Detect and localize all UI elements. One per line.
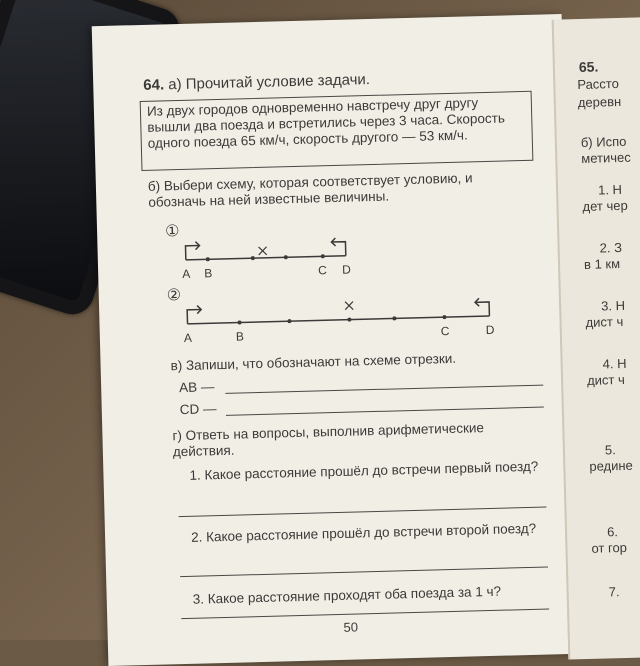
- right-line: метичес: [581, 149, 631, 166]
- scheme-2-meeting-cross-icon: [345, 302, 353, 310]
- scheme-1-point: [284, 255, 288, 259]
- part-v-instruction: в) Запиши, что обозначают на схеме отрезки.: [170, 350, 457, 374]
- right-line: 7.: [608, 584, 620, 600]
- right-line: в 1 км: [583, 256, 621, 272]
- part-b-instruction: б) Выбери схему, которая соответствует условию, и обозначь на ней известные величины.: [147, 170, 473, 210]
- question-1-answer-line[interactable]: [179, 507, 547, 518]
- right-line: 5.: [604, 442, 616, 458]
- right-line: 6.: [606, 524, 619, 540]
- question-3-answer-line[interactable]: [181, 608, 549, 619]
- task-instruction: а) Прочитай условие задачи.: [168, 70, 371, 94]
- part-g-instruction: г) Ответь на вопросы, выполнив арифметические действия.: [172, 420, 485, 460]
- segment-ab-label: AB —: [178, 379, 215, 396]
- task-number: 64.: [143, 76, 165, 94]
- scheme-2-point: [442, 315, 446, 319]
- right-line: Рассто: [577, 75, 620, 93]
- right-line: б) Испо: [580, 133, 627, 150]
- scheme-1-point: [321, 254, 325, 258]
- scheme-2-label-c: C: [440, 324, 450, 339]
- right-line: дист ч: [586, 371, 625, 388]
- task-64-title: [143, 71, 370, 94]
- question-1: 1. Какое расстояние прошёл до встречи первый поезд?: [189, 458, 539, 483]
- question-2-answer-line[interactable]: [180, 567, 548, 578]
- scheme-2-label-d: D: [485, 322, 495, 338]
- question-3: 3. Какое расстояние проходят оба поезда за 1 ч?: [192, 583, 502, 607]
- scheme-1-label-d: D: [341, 262, 352, 277]
- scheme-2: [158, 270, 560, 350]
- scheme-2-point: [287, 319, 291, 323]
- right-line: 4. Н: [602, 355, 627, 372]
- scheme-2-label-a: A: [183, 330, 193, 345]
- scheme-2-point: [392, 316, 396, 320]
- scheme-1-point: [251, 256, 255, 260]
- segment-ab-answer-line[interactable]: [225, 385, 543, 394]
- scheme-2-label-b: B: [235, 329, 245, 344]
- right-line: 1. Н: [597, 181, 623, 198]
- scheme-2-diagram: [158, 270, 560, 350]
- workbook-page-left: [92, 14, 579, 666]
- scheme-2-number: ②: [166, 285, 182, 305]
- task-condition-box: Из двух городов одновременно навстречу друг другу вышли два поезда и встретились через 3 часа. Скорость одного поезда 65 км/ч, скорость другого — 53 км/ч.: [140, 91, 534, 171]
- right-task-number: 65.: [578, 58, 599, 76]
- scheme-1-label-a: A: [182, 266, 191, 281]
- page-number: 50: [343, 619, 359, 635]
- right-line: деревн: [577, 93, 622, 111]
- right-line: 3. Н: [600, 297, 626, 314]
- right-line: дист ч: [585, 313, 624, 330]
- scheme-1-label-c: C: [317, 263, 328, 278]
- right-line: редине: [589, 457, 633, 474]
- question-2: 2. Какое расстояние прошёл до встречи второй поезд?: [190, 520, 537, 545]
- right-line: 2. З: [599, 239, 623, 256]
- right-line: от гор: [591, 539, 628, 556]
- workbook-page-right: [552, 17, 640, 660]
- scheme-1-number: ①: [164, 221, 180, 241]
- scheme-1-point: [206, 257, 210, 261]
- scheme-1-meeting-cross-icon: [259, 247, 267, 255]
- right-line: дет чер: [582, 197, 628, 214]
- scheme-2-point: [347, 318, 351, 322]
- segment-cd-label: CD —: [179, 401, 217, 418]
- segment-cd-answer-line[interactable]: [226, 407, 544, 416]
- scheme-2-point: [237, 320, 241, 324]
- scheme-1-label-b: B: [204, 266, 213, 281]
